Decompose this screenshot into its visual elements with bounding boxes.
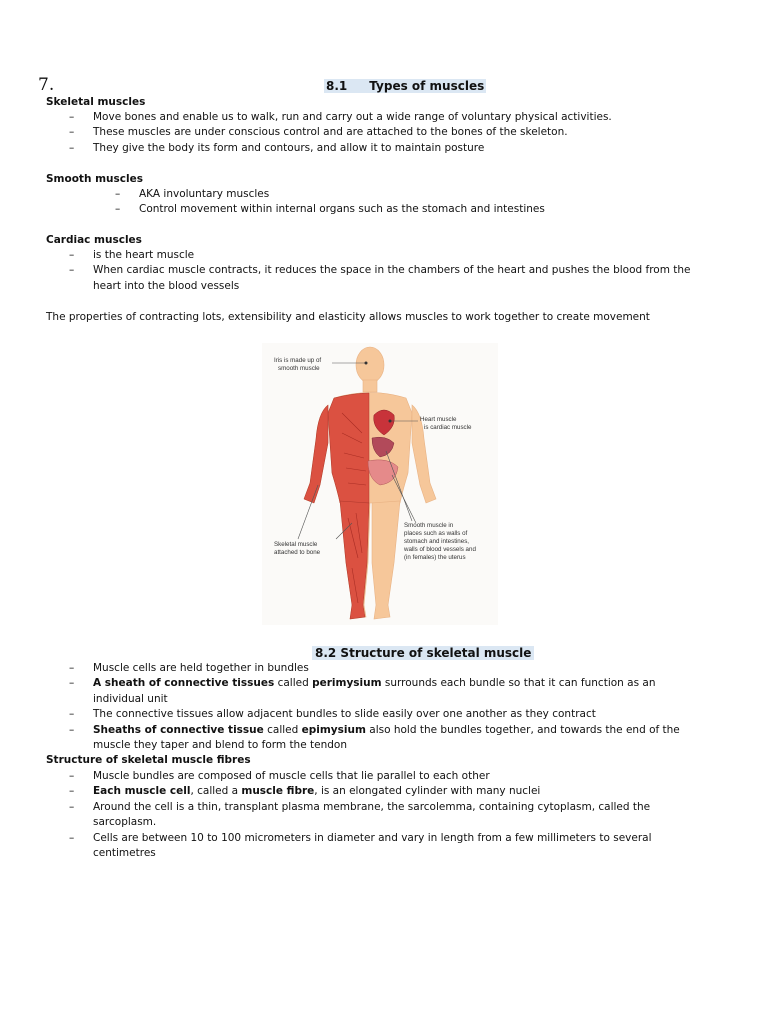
list-item: – Move bones and enable us to walk, run and carry out a wide range of voluntary physical activities. xyxy=(66,110,706,125)
bold-term: muscle fibre xyxy=(241,785,315,798)
list-item xyxy=(66,784,706,799)
muscle-types-figure xyxy=(262,343,498,625)
smooth-muscles-heading: Smooth muscles xyxy=(46,173,143,185)
text-run: also hold the bundles together, and towards the end of the muscle they taper and blend to form the tendon xyxy=(93,723,680,752)
text-run: , is an elongated cylinder with many nuclei xyxy=(314,785,541,798)
fibres-list xyxy=(66,769,706,861)
figure-label-skeletal-2: attached to bone xyxy=(274,549,321,556)
bold-term: Each muscle cell xyxy=(93,785,191,798)
figure-label-smooth-4: walls of blood vessels and xyxy=(404,546,476,553)
structure-list xyxy=(66,661,706,753)
bold-term: A sheath of connective tissues xyxy=(93,677,275,690)
figure-label-smooth-5: (in females) the uterus xyxy=(404,554,466,561)
fibres-heading: Structure of skeletal muscle fibres xyxy=(46,754,251,766)
figure-label-heart-2: is cardiac muscle xyxy=(424,424,472,431)
list-item: – Control movement within internal organs such as the stomach and intestines xyxy=(112,202,752,217)
list-item: – The connective tissues allow adjacent bundles to slide easily over one another as they contract xyxy=(66,707,706,722)
section-title-structure-skeletal-muscle: 8.2 Structure of skeletal muscle xyxy=(312,646,534,660)
list-item: – Muscle cells are held together in bundles xyxy=(66,661,706,676)
bold-term: perimysium xyxy=(312,677,382,690)
smooth-list xyxy=(112,187,752,218)
figure-label-smooth-2: places such as walls of xyxy=(404,530,468,537)
properties-paragraph: The properties of contracting lots, extensibility and elasticity allows muscles to work together to create movement xyxy=(46,311,650,323)
skeletal-list xyxy=(66,110,706,156)
figure-label-skeletal-1: Skeletal muscle xyxy=(274,541,318,548)
list-item: – They give the body its form and contours, and allow it to maintain posture xyxy=(66,141,706,156)
text-run: surrounds each bundle so that it can function as an individual unit xyxy=(93,677,656,705)
list-item: – Cells are between 10 to 100 micrometers in diameter and vary in length from a few millimeters to several centimetres xyxy=(66,831,706,862)
list-item xyxy=(66,723,706,754)
figure-label-heart-1: Heart muscle xyxy=(420,416,457,423)
figure-label-iris-1: Iris is made up of xyxy=(274,357,322,364)
list-item: – is the heart muscle xyxy=(66,248,706,263)
list-item: – AKA involuntary muscles xyxy=(112,187,752,202)
section-title-types-of-muscles xyxy=(324,79,486,93)
text-run: called xyxy=(274,677,313,690)
figure-label-smooth-1: Smooth muscle in xyxy=(404,522,454,529)
heading-number: 7. xyxy=(38,75,55,95)
list-item: – Around the cell is a thin, transplant plasma membrane, the sarcolemma, containing cytoplasm, called the sarcoplasm. xyxy=(66,800,706,831)
section-title-text: Types of muscles xyxy=(369,79,485,93)
text-run: called xyxy=(263,723,302,736)
text-run: , called a xyxy=(190,785,242,798)
cardiac-muscles-heading: Cardiac muscles xyxy=(46,234,142,246)
skeletal-muscles-heading: Skeletal muscles xyxy=(46,96,146,108)
bold-term: epimysium xyxy=(301,723,366,736)
list-item xyxy=(66,676,706,707)
list-item: – These muscles are under conscious control and are attached to the bones of the skeleton. xyxy=(66,125,706,140)
cardiac-list xyxy=(66,248,706,294)
figure-label-smooth-3: stomach and intestines, xyxy=(404,538,470,545)
bold-term: Sheaths of connective tissue xyxy=(93,723,264,736)
list-item: – When cardiac muscle contracts, it reduces the space in the chambers of the heart and pushes the blood from the heart into the blood vessels xyxy=(66,263,706,294)
section-number: 8.1 xyxy=(326,79,348,93)
figure-label-iris-2: smooth muscle xyxy=(278,365,320,372)
list-item: – Muscle bundles are composed of muscle cells that lie parallel to each other xyxy=(66,769,706,784)
human-body-illustration xyxy=(262,343,498,625)
